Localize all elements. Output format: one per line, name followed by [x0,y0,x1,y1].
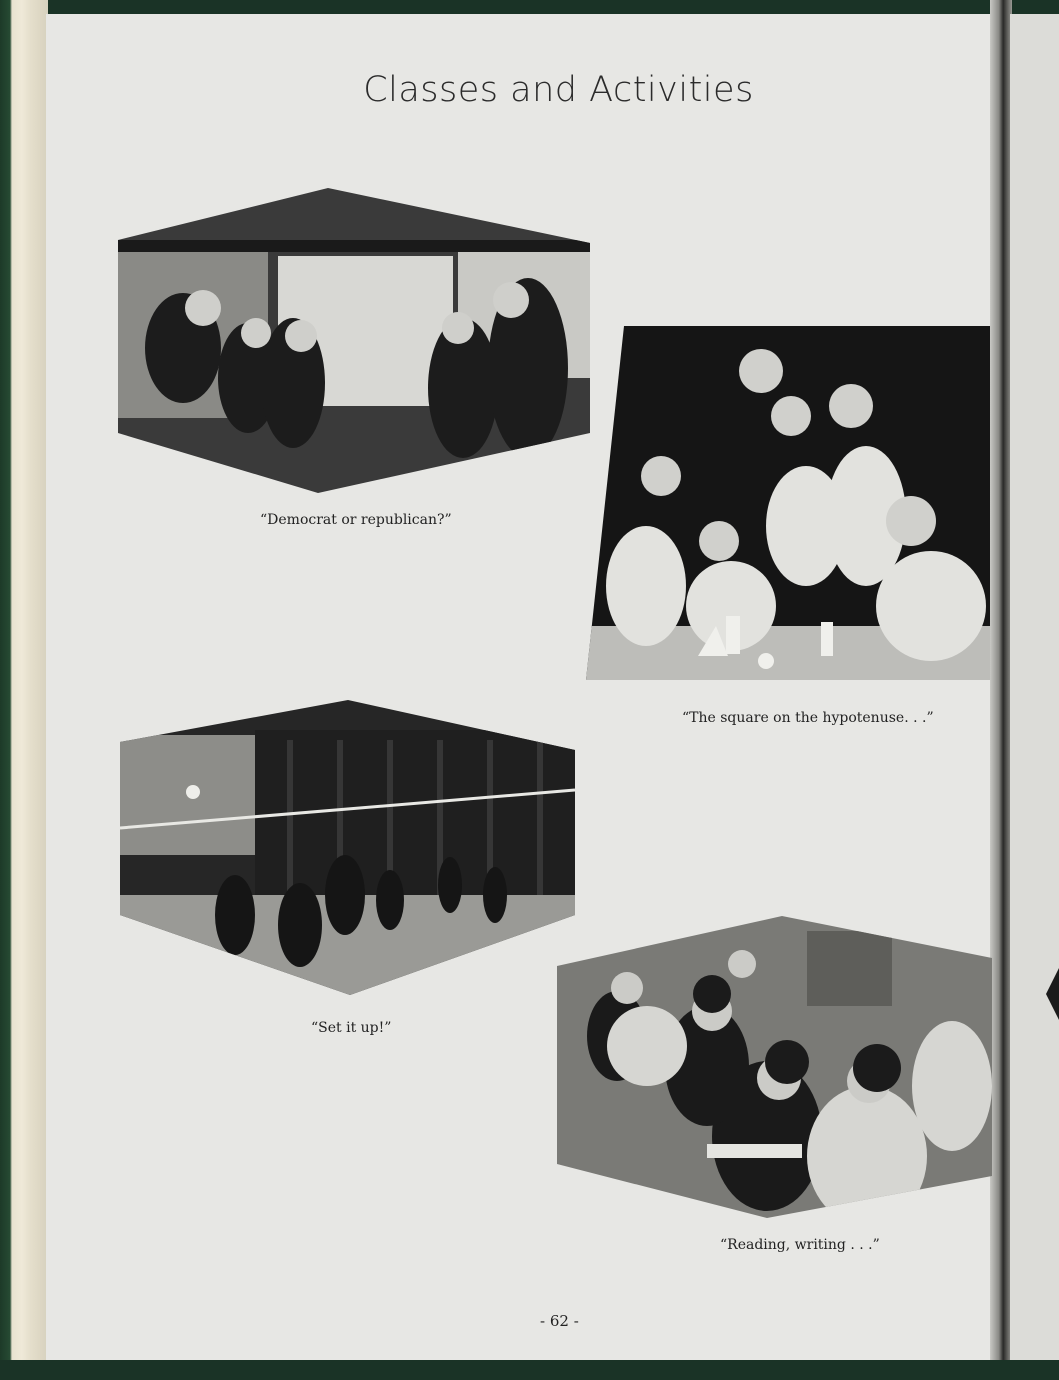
page-title: Classes and Activities [363,70,754,110]
caption-geometry: “The square on the hypotenuse. . .” [682,710,934,726]
next-page-edge [1010,14,1059,1366]
book-top-edge [0,0,1059,14]
photo-geometry [586,326,990,680]
photo-classroom [557,916,992,1218]
page-number: - 62 - [540,1312,579,1330]
caption-volleyball: “Set it up!” [311,1020,392,1036]
caption-classroom: “Reading, writing . . .” [720,1237,880,1253]
page-tab-marker [1046,968,1059,1020]
photo-civics [118,188,590,493]
book-left-edge [0,0,48,1380]
caption-civics: “Democrat or republican?” [260,512,452,528]
book-gutter [990,0,1012,1380]
photo-volleyball [120,700,575,995]
book-bottom-edge [0,1360,1059,1380]
